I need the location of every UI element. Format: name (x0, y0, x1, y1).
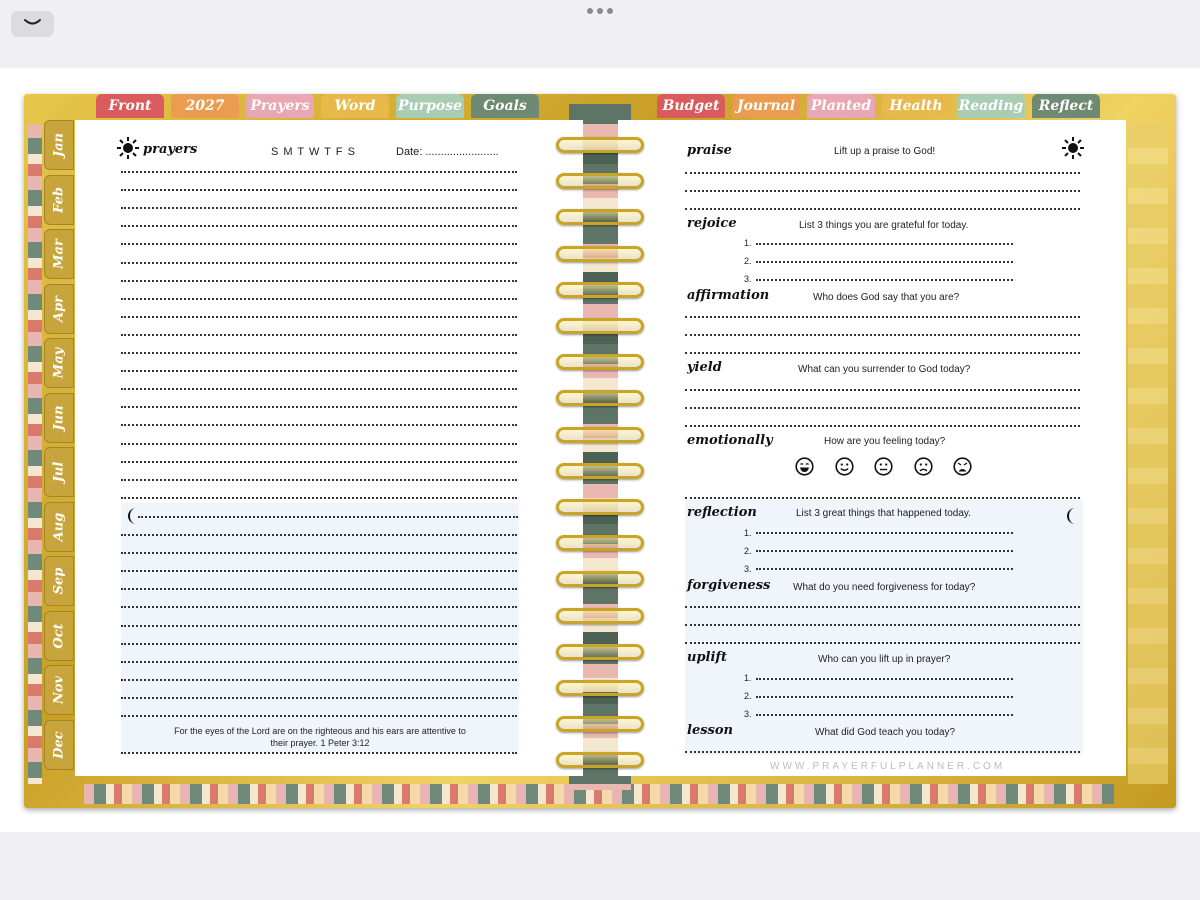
binding-ring (556, 463, 644, 479)
binding-ring (556, 318, 644, 334)
laughing-face-icon[interactable] (795, 457, 814, 476)
writing-line[interactable] (121, 606, 517, 608)
affirmation-prompt: Who does God say that you are? (813, 292, 960, 303)
writing-line[interactable] (121, 697, 517, 699)
verse-line-1: For the eyes of the Lord are on the righteous and his ears are attentive to (174, 726, 466, 736)
month-tab-label: May (51, 347, 67, 379)
list-number: 2. (744, 546, 752, 556)
binding-ring (556, 571, 644, 587)
month-tab-dec[interactable] (44, 720, 74, 770)
month-tab-label: Nov (51, 675, 67, 705)
reflection-heading: reflection (687, 505, 757, 520)
emotionally-heading: emotionally (687, 433, 773, 448)
binding-ring (556, 680, 644, 696)
month-tab-jul[interactable] (44, 447, 74, 497)
month-tab-label: Dec (51, 730, 67, 759)
weekday-selector[interactable]: S M T W T F S (271, 146, 356, 158)
moon-icon (1064, 507, 1080, 525)
binding-ring (556, 209, 644, 225)
tab-reflect[interactable]: Reflect (1032, 94, 1100, 118)
forgiveness-prompt: What do you need forgiveness for today? (793, 582, 976, 593)
writing-line[interactable] (756, 532, 1013, 534)
rejoice-prompt: List 3 things you are grateful for today. (799, 220, 969, 231)
writing-line[interactable] (121, 225, 517, 227)
binding-ring (556, 499, 644, 515)
lesson-heading: lesson (687, 723, 733, 738)
writing-line[interactable] (685, 389, 1080, 391)
writing-line[interactable] (685, 352, 1080, 354)
sun-icon (1062, 137, 1084, 159)
writing-line[interactable] (685, 642, 1080, 644)
writing-line[interactable] (121, 280, 517, 282)
list-number: 3. (744, 564, 752, 574)
binding-ring (556, 137, 644, 153)
month-tab-label: Feb (51, 186, 67, 213)
footer-url: WWW.PRAYERFULPLANNER.COM (770, 761, 1006, 772)
month-tab-feb[interactable] (44, 175, 74, 225)
writing-line[interactable] (756, 261, 1013, 263)
writing-line[interactable] (121, 298, 517, 300)
writing-line[interactable] (121, 497, 517, 499)
writing-line[interactable] (685, 316, 1080, 318)
writing-line[interactable] (121, 679, 517, 681)
binding-ring (556, 282, 644, 298)
writing-line[interactable] (121, 189, 517, 191)
writing-line[interactable] (685, 624, 1080, 626)
binding-ring (556, 535, 644, 551)
writing-line[interactable] (756, 714, 1013, 716)
writing-line[interactable] (685, 606, 1080, 608)
month-tab-label: Jul (51, 461, 67, 483)
list-number: 2. (744, 256, 752, 266)
rejoice-heading: rejoice (687, 216, 737, 231)
tab-health[interactable]: Health (882, 94, 950, 118)
month-tab-sep[interactable] (44, 556, 74, 606)
writing-line[interactable] (685, 425, 1080, 427)
month-tab-label: Aug (51, 512, 67, 541)
neutral-face-icon[interactable] (874, 457, 893, 476)
writing-line[interactable] (121, 715, 517, 717)
uplift-heading: uplift (687, 650, 728, 665)
yield-prompt: What can you surrender to God today? (798, 364, 971, 375)
date-field[interactable]: Date: ........................ (396, 146, 499, 158)
sad-face-icon[interactable] (914, 457, 933, 476)
writing-line[interactable] (121, 262, 517, 264)
month-tab-mar[interactable] (44, 229, 74, 279)
list-number: 1. (744, 528, 752, 538)
writing-line[interactable] (756, 550, 1013, 552)
binding-ring (556, 390, 644, 406)
emotionally-prompt: How are you feeling today? (824, 436, 946, 447)
month-tab-label: Jan (51, 132, 67, 158)
month-tab-may[interactable] (44, 338, 74, 388)
writing-line[interactable] (756, 568, 1013, 570)
writing-line[interactable] (121, 570, 517, 572)
list-number: 2. (744, 691, 752, 701)
writing-line[interactable] (685, 190, 1080, 192)
tab-prayers[interactable]: Prayers (246, 94, 314, 118)
writing-line[interactable] (121, 479, 517, 481)
writing-line[interactable] (121, 625, 517, 627)
tab-word[interactable]: Word (321, 94, 389, 118)
month-tab-oct[interactable] (44, 611, 74, 661)
writing-line[interactable] (121, 534, 517, 536)
writing-line[interactable] (121, 316, 517, 318)
writing-line[interactable] (121, 352, 517, 354)
binding-ring (556, 246, 644, 262)
binding-ring (556, 173, 644, 189)
tab-front[interactable]: Front (96, 94, 164, 118)
binding-ring (556, 752, 644, 768)
writing-line[interactable] (121, 370, 517, 372)
month-tab-label: Apr (51, 295, 67, 322)
list-number: 1. (744, 673, 752, 683)
writing-line[interactable] (121, 552, 517, 554)
writing-line[interactable] (121, 461, 517, 463)
uplift-prompt: Who can you lift up in prayer? (818, 654, 951, 665)
tab-2027[interactable]: 2027 (171, 94, 239, 118)
month-tab-aug[interactable] (44, 502, 74, 552)
list-number: 3. (744, 709, 752, 719)
lesson-prompt: What did God teach you today? (815, 727, 956, 738)
writing-line[interactable] (121, 406, 517, 408)
month-tab-apr[interactable] (44, 284, 74, 334)
month-tab-label: Oct (51, 622, 67, 649)
writing-line[interactable] (121, 424, 517, 426)
tab-reading[interactable]: Reading (957, 94, 1025, 118)
writing-line[interactable] (121, 207, 517, 209)
writing-line[interactable] (121, 443, 517, 445)
tab-journal[interactable]: Journal (732, 94, 800, 118)
binding-ring (556, 644, 644, 660)
sun-icon (117, 137, 139, 159)
yield-heading: yield (687, 360, 722, 375)
upset-face-icon[interactable] (953, 457, 972, 476)
tab-purpose[interactable]: Purpose (396, 94, 464, 118)
writing-line[interactable] (685, 407, 1080, 409)
month-tab-jan[interactable] (44, 120, 74, 170)
praise-heading: praise (687, 143, 732, 158)
reflection-prompt: List 3 great things that happened today. (796, 508, 971, 519)
tab-budget[interactable]: Budget (657, 94, 725, 118)
binding-ring (556, 427, 644, 443)
binding-ring (556, 716, 644, 732)
writing-line[interactable] (685, 172, 1080, 174)
list-number: 1. (744, 238, 752, 248)
writing-line[interactable] (121, 171, 517, 173)
writing-line[interactable] (756, 678, 1013, 680)
month-tab-nov[interactable] (44, 665, 74, 715)
month-tab-label: Mar (51, 239, 67, 269)
writing-line[interactable] (685, 208, 1080, 210)
writing-line[interactable] (121, 588, 517, 590)
tab-goals[interactable]: Goals (471, 94, 539, 118)
writing-line[interactable] (121, 643, 517, 645)
writing-line[interactable] (138, 516, 518, 518)
writing-line[interactable] (121, 388, 517, 390)
writing-line[interactable] (121, 334, 517, 336)
chevron-down-icon (23, 18, 42, 28)
writing-line[interactable] (685, 751, 1080, 753)
bottom-area (0, 832, 1200, 900)
writing-line[interactable] (756, 279, 1013, 281)
writing-line[interactable] (685, 334, 1080, 336)
forgiveness-heading: forgiveness (687, 578, 771, 593)
praise-prompt: Lift up a praise to God! (834, 146, 936, 157)
collapse-button[interactable] (11, 11, 54, 37)
writing-line[interactable] (121, 243, 517, 245)
writing-line[interactable] (121, 752, 517, 754)
tab-planted[interactable]: Planted (807, 94, 875, 118)
month-tab-label: Jun (51, 404, 67, 431)
binding-ring (556, 608, 644, 624)
writing-line[interactable] (685, 497, 1080, 499)
writing-line[interactable] (121, 661, 517, 663)
binding-ring (556, 354, 644, 370)
affirmation-heading: affirmation (687, 288, 770, 303)
writing-line[interactable] (756, 243, 1013, 245)
smiling-face-icon[interactable] (835, 457, 854, 476)
prayers-heading: prayers (143, 142, 198, 157)
more-dots-icon[interactable] (587, 7, 613, 15)
app-toolbar (0, 0, 1200, 68)
verse-line-2: their prayer. 1 Peter 3:12 (270, 738, 370, 748)
list-number: 3. (744, 274, 752, 284)
writing-line[interactable] (756, 696, 1013, 698)
month-tab-jun[interactable] (44, 393, 74, 443)
month-tab-label: Sep (51, 567, 67, 595)
